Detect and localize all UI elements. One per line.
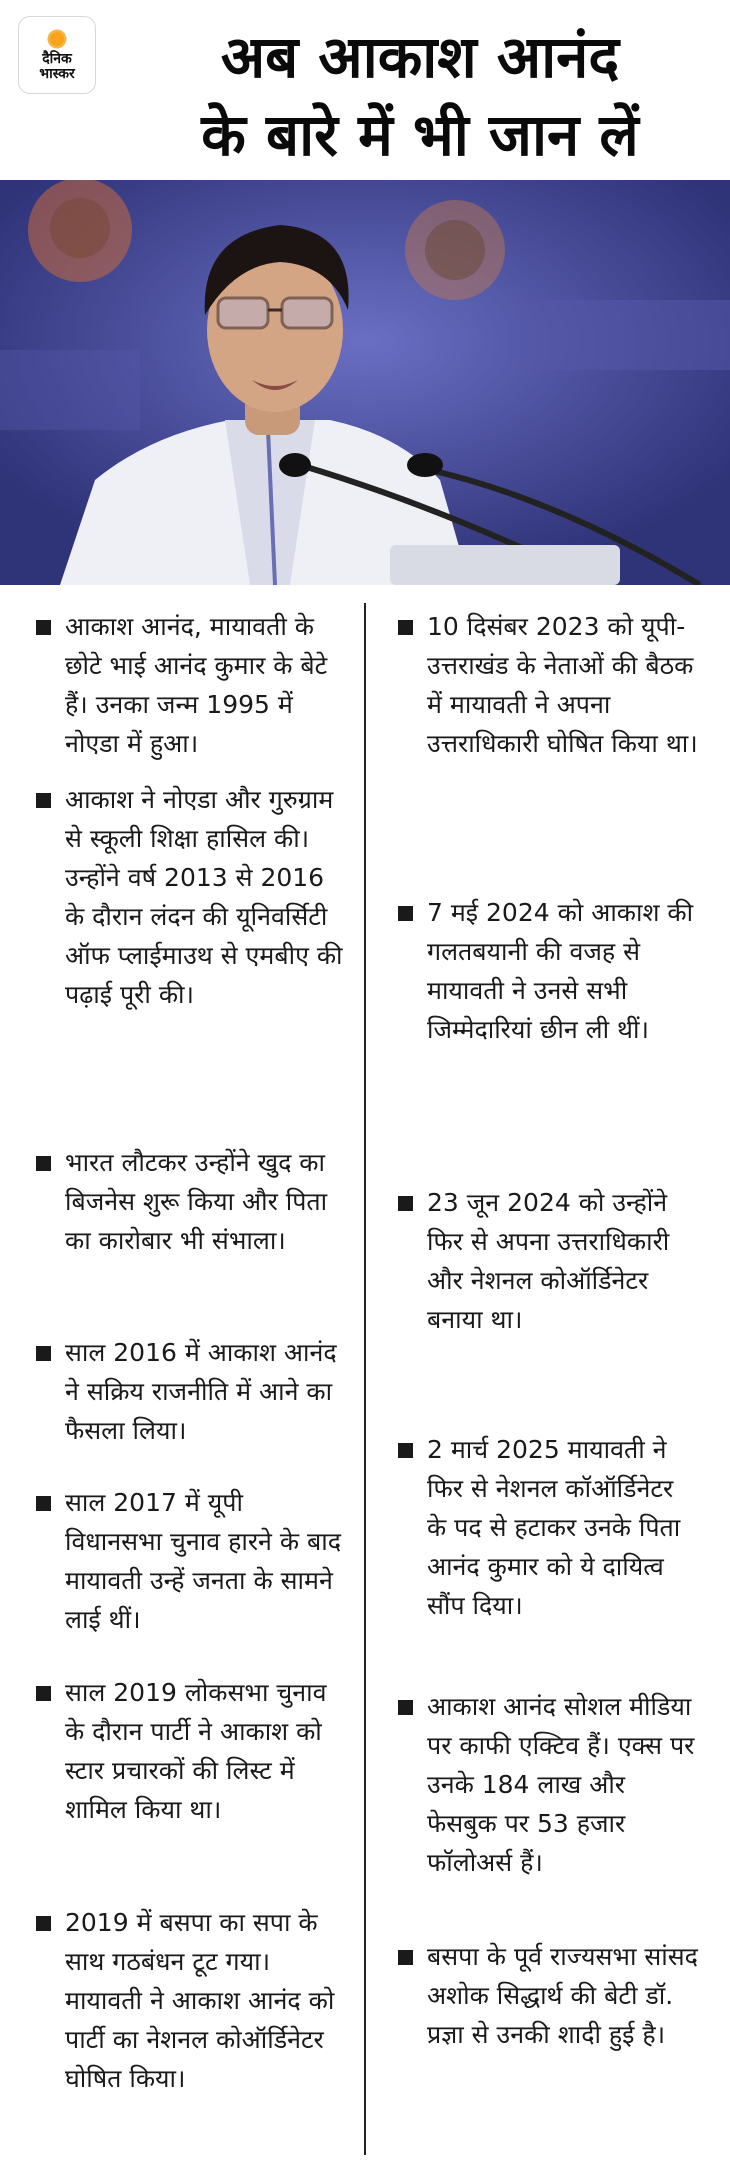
title-line-1: अब आकाश आनंद — [220, 23, 620, 91]
list-item: साल 2019 लोकसभा चुनाव के दौरान पार्टी ने आकाश को स्टार प्रचारकों की लिस्ट में शामिल किया था। — [36, 1673, 346, 1829]
list-item: आकाश आनंद सोशल मीडिया पर काफी एक्टिव हैं। एक्स पर उनके 184 लाख और फेसबुक पर 53 हजार फॉलोअर्स हैं। — [398, 1687, 698, 1882]
logo-line-1: दैनिक — [42, 51, 72, 67]
page-title — [120, 18, 720, 174]
bullet-icon — [398, 1950, 413, 1965]
bullet-icon — [36, 1496, 51, 1511]
bullet-icon — [36, 1916, 51, 1931]
bullet-icon — [36, 1346, 51, 1361]
header — [0, 0, 730, 180]
list-item: साल 2017 में यूपी विधानसभा चुनाव हारने के बाद मायावती उन्हें जनता के सामने लाई थीं। — [36, 1483, 346, 1639]
bullet-icon — [398, 906, 413, 921]
bullet-icon — [398, 620, 413, 635]
list-item: 23 जून 2024 को उन्होंने फिर से अपना उत्तराधिकारी और नेशनल कोऑर्डिनेटर बनाया था। — [398, 1183, 698, 1339]
list-item: आकाश आनंद, मायावती के छोटे भाई आनंद कुमार के बेटे हैं। उनका जन्म 1995 में नोएडा में हुआ। — [36, 607, 346, 763]
list-item: 10 दिसंबर 2023 को यूपी-उत्तराखंड के नेताओं की बैठक में मायावती ने अपना उत्तराधिकारी घोषित किया था। — [398, 607, 698, 763]
list-item: भारत लौटकर उन्होंने खुद का बिजनेस शुरू किया और पिता का कारोबार भी संभाला। — [36, 1143, 346, 1260]
list-item: बसपा के पूर्व राज्यसभा सांसद अशोक सिद्धार्थ की बेटी डॉ. प्रज्ञा से उनकी शादी हुई है। — [398, 1937, 698, 2054]
bullet-icon — [398, 1443, 413, 1458]
bullet-icon — [398, 1196, 413, 1211]
list-item: 2 मार्च 2025 मायावती ने फिर से नेशनल कॉऑर्डिनेटर के पद से हटाकर उनके पिता आनंद कुमार को ये दायित्व सौंप दिया। — [398, 1430, 698, 1625]
list-item: साल 2016 में आकाश आनंद ने सक्रिय राजनीति में आने का फैसला लिया। — [36, 1333, 346, 1450]
bullet-icon — [36, 620, 51, 635]
list-item: आकाश ने नोएडा और गुरुग्राम से स्कूली शिक्षा हासिल की। उन्होंने वर्ष 2013 से 2016 के दौरान लंदन की यूनिवर्सिटी ऑफ प्लाईमाउथ से एमबीए की पढ़ाई पूरी की। — [36, 780, 346, 1014]
person-speaking-at-microphone-icon — [0, 180, 730, 585]
dainik-bhaskar-logo — [18, 16, 96, 94]
logo-line-2: भास्कर — [39, 66, 75, 82]
bullet-icon — [36, 1686, 51, 1701]
list-item: 7 मई 2024 को आकाश की गलतबयानी की वजह से मायावती ने उनसे सभी जिम्मेदारियां छीन ली थीं। — [398, 893, 698, 1049]
sun-icon — [46, 28, 68, 50]
portrait-photo — [0, 180, 730, 585]
bullet-icon — [398, 1700, 413, 1715]
facts-section — [0, 585, 730, 2180]
title-line-2: के बारे में भी जान लें — [201, 101, 639, 169]
bullet-icon — [36, 793, 51, 808]
list-item: 2019 में बसपा का सपा के साथ गठबंधन टूट गया। मायावती ने आकाश आनंद को पार्टी का नेशनल कोऑर्डिनेटर घोषित किया। — [36, 1903, 346, 2098]
bullet-icon — [36, 1156, 51, 1171]
column-divider — [364, 603, 366, 2155]
